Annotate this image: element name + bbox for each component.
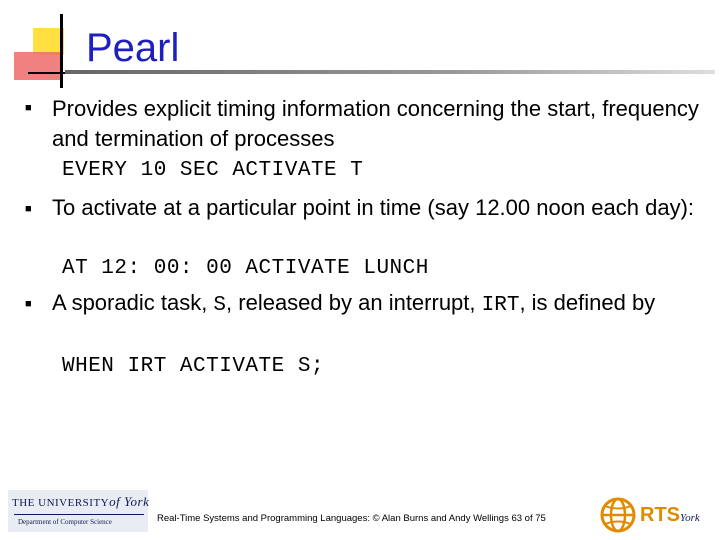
bullet-marker: ■	[25, 298, 32, 310]
bullet-text-3-code-irt: IRT	[481, 294, 520, 317]
bullet-text-3	[52, 288, 712, 321]
code-line-3: WHEN IRT ACTIVATE S;	[62, 355, 325, 378]
decor-horizontal-line	[28, 72, 68, 74]
rts-york-text: York	[680, 512, 700, 524]
bullet-text-1: Provides explicit timing information concerning the start, frequency and termination of processes	[52, 96, 699, 151]
bullet-text-3-part-b: , released by an interrupt,	[226, 290, 482, 315]
globe-icon	[596, 494, 640, 536]
bullet-text-2: To activate at a particular point in time (say 12.00 noon each day):	[52, 195, 695, 220]
logo-department-text: Department of Computer Science	[18, 518, 112, 526]
bullet-text-3-part-a: A sporadic task,	[52, 290, 214, 315]
code-line-2: AT 12: 00: 00 ACTIVATE LUNCH	[62, 257, 429, 280]
bullet-marker: ■	[25, 203, 32, 215]
rts-logo-text: RTS	[640, 504, 680, 526]
decor-red-square	[14, 52, 60, 80]
university-logo	[8, 490, 148, 532]
logo-york-text: of York	[109, 494, 150, 509]
slide-title: Pearl	[86, 26, 180, 70]
slide-footer: Real-Time Systems and Programming Languages: © Alan Burns and Andy Wellings 63 of 75	[157, 513, 546, 524]
bullet-marker: ■	[25, 102, 32, 114]
rts-logo	[596, 494, 712, 536]
bullet-text-3-code-s: S	[213, 294, 227, 317]
decor-vertical-line	[60, 14, 63, 88]
code-line-1: EVERY 10 SEC ACTIVATE T	[62, 159, 364, 182]
logo-university-text: THE UNIVERSITY	[12, 497, 110, 509]
bullet-text-3-part-c: , is defined by	[519, 290, 656, 315]
